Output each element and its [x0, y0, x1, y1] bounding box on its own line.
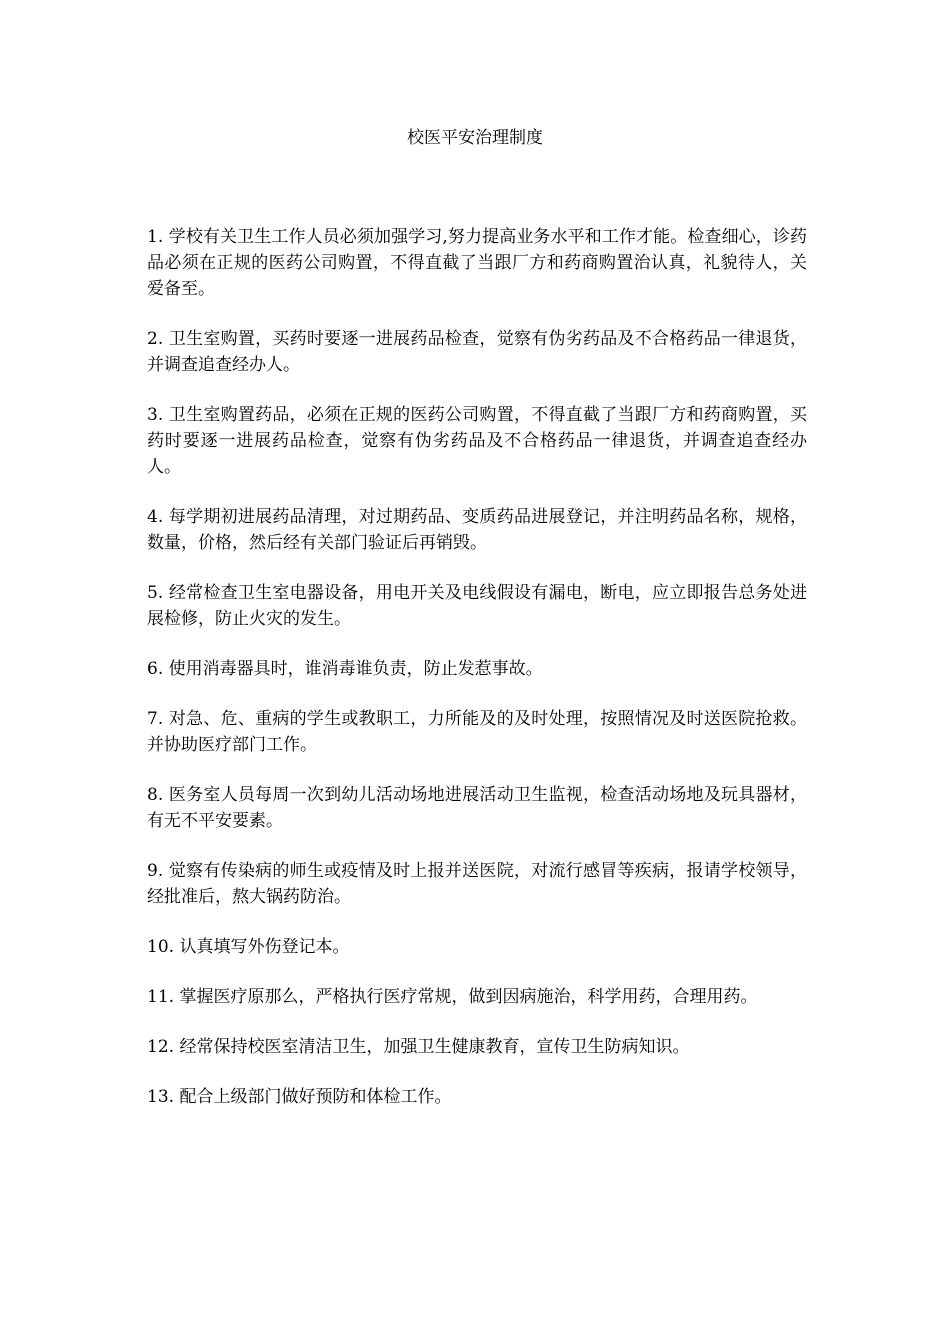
clause-item: 2. 卫生室购置，买药时要逐一进展药品检查，觉察有伪劣药品及不合格药品一律退货，并调查追查经办人。 [147, 329, 807, 375]
clause-item: 4. 每学期初进展药品清理，对过期药品、变质药品进展登记，并注明药品名称，规格，数量，价格，然后经有关部门验证后再销毁。 [147, 507, 807, 553]
clause-item: 10. 认真填写外伤登记本。 [147, 937, 350, 957]
document-title: 校医平安治理制度 [407, 128, 543, 148]
clause-item: 9. 觉察有传染病的师生或疫情及时上报并送医院，对流行感冒等疾病，报请学校领导，经批准后，熬大锅药防治。 [147, 861, 807, 907]
clause-item: 6. 使用消毒器具时，谁消毒谁负责，防止发惹事故。 [147, 659, 543, 679]
clause-item: 7. 对急、危、重病的学生或教职工，力所能及的及时处理，按照情况及时送医院抢救。并协助医疗部门工作。 [147, 709, 807, 755]
clause-item: 13. 配合上级部门做好预防和体检工作。 [147, 1087, 452, 1107]
clause-item: 1. 学校有关卫生工作人员必须加强学习,努力提高业务水平和工作才能。检查细心，诊药品必须在正规的医药公司购置，不得直截了当跟厂方和药商购置治认真，礼貌待人，关爱备至。 [147, 227, 807, 299]
clause-list [147, 224, 807, 1134]
clause-item: 3. 卫生室购置药品，必须在正规的医药公司购置，不得直截了当跟厂方和药商购置，买药时要逐一进展药品检查，觉察有伪劣药品及不合格药品一律退货，并调查追查经办人。 [147, 405, 807, 477]
clause-item: 8. 医务室人员每周一次到幼儿活动场地进展活动卫生监视，检查活动场地及玩具器材，有无不平安要素。 [147, 785, 807, 831]
clause-item: 5. 经常检查卫生室电器设备，用电开关及电线假设有漏电，断电，应立即报告总务处进展检修，防止火灾的发生。 [147, 583, 807, 629]
clause-item: 12. 经常保持校医室清洁卫生，加强卫生健康教育，宣传卫生防病知识。 [147, 1037, 690, 1057]
clause-item: 11. 掌握医疗原那么，严格执行医疗常规，做到因病施治，科学用药，合理用药。 [147, 987, 758, 1007]
